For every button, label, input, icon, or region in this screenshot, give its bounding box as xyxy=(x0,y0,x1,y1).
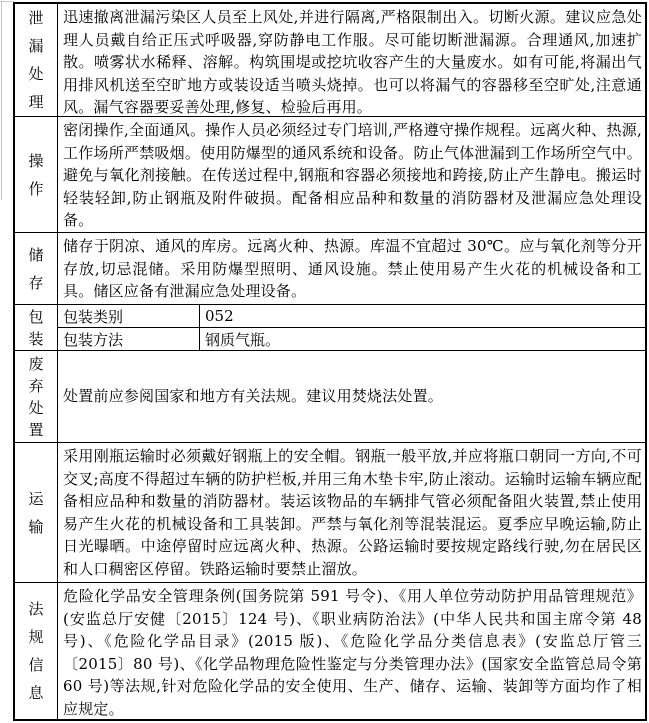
transport-text: 采用刚瓶运输时必须戴好钢瓶上的安全帽。钢瓶一般平放,并应将瓶口朝同一方向,不可交叉;高度不得超过车辆的防护栏板,并用三角木垫卡牢,防止滚动。运输时运输车辆应配备相应品种和数量的消防器材。装运该物品的车辆排气管必须配备阻火装置,禁止使用易产生火花的机械设备和工具装卸。严禁与氧化剂等混装混运。夏季应早晚运输,防止日光曝晒。中途停留时应远离火种、热源。公路运输时要按规定路线行驶,勿在居民区和人口稠密区停留。铁路运输时要禁止溜放。 xyxy=(63,447,642,578)
packaging-category-value: 052 xyxy=(205,307,234,325)
section-row-storage xyxy=(15,232,645,304)
regulations-text: 危险化学品安全管理条例(国务院第 591 号令)、《用人单位劳动防护用品管理规范》(安监总厅安健〔2015〕124 号)、《职业病防治法》(中华人民共和国主席令第 48 号)、《危险化学品目录》(2015 版)、《危险化学品分类信息表》(安监总厅管三〔2015〕80 号)、《化学品物理危险性鉴定与分类管理办法》(国家安全监管总局令第 60 号)等法规,针对危险化学品的安全使用、生产、储存、运输、装卸等方面均作了相应规定。 xyxy=(63,587,642,718)
section-row-leak-handling xyxy=(15,4,645,116)
section-row-disposal xyxy=(15,350,645,442)
section-label-packaging: 包 装 xyxy=(15,305,58,350)
packaging-category-row xyxy=(58,305,645,327)
section-label-storage: 储 存 xyxy=(15,233,58,304)
cropped-border-artifact-horizontal xyxy=(0,1,14,2)
storage-text: 储存于阴凉、通风的库房。远离火种、热源。库温不宜超过 30℃。应与氧化剂等分开存放,切忌混储。采用防爆型照明、通风设施。禁止使用易产生火花的机械设备和工具。储区应备有泄漏应急处理设备。 xyxy=(63,237,642,300)
chemical-safety-info-table xyxy=(13,2,647,721)
section-row-regulations xyxy=(15,582,645,719)
section-label-regulations: 法 规 信 息 xyxy=(15,583,58,719)
section-row-operation xyxy=(15,116,645,232)
section-label-disposal: 废 弃 处 置 xyxy=(15,351,58,442)
packaging-method-row xyxy=(58,327,645,350)
section-label-leak-handling: 泄 漏 处 理 xyxy=(15,4,58,116)
cropped-border-artifact-vertical xyxy=(1,2,2,200)
operation-text: 密闭操作,全面通风。操作人员必须经过专门培训,严格遵守操作规程。远离火种、热源,工作场所严禁吸烟。使用防爆型的通风系统和设备。防止气体泄漏到工作场所空气中。避免与氧化剂接触。在传送过程中,钢瓶和容器必须接地和跨接,防止产生静电。搬运时轻装轻卸,防止钢瓶及附件破损。配备相应品种和数量的消防器材及泄漏应急处理设备。 xyxy=(63,121,642,229)
leak-handling-text: 迅速撤离泄漏污染区人员至上风处,并进行隔离,严格限制出入。切断火源。建议应急处理人员戴自给正压式呼吸器,穿防静电工作服。尽可能切断泄漏源。合理通风,加速扩散。喷雾状水稀释、溶解。构筑围堤或挖坑收容产生的大量废水。如有可能,将漏出气用排风机送至空旷地方或装设适当喷头烧掉。也可以将漏气的容器移至空旷处,注意通风。漏气容器要妥善处理,修复、检验后再用。 xyxy=(63,8,642,116)
section-row-packaging xyxy=(15,304,645,350)
packaging-method-value: 钢质气瓶。 xyxy=(205,330,281,349)
packaging-category-field-label: 包装类别 xyxy=(58,305,200,327)
section-label-transport: 运 输 xyxy=(15,443,58,582)
section-row-transport xyxy=(15,442,645,582)
packaging-subtable xyxy=(58,305,645,350)
disposal-text: 处置前应参阅国家和地方有关法规。建议用焚烧法处置。 xyxy=(63,387,444,406)
section-label-operation: 操 作 xyxy=(15,117,58,232)
packaging-method-field-label: 包装方法 xyxy=(58,328,200,350)
